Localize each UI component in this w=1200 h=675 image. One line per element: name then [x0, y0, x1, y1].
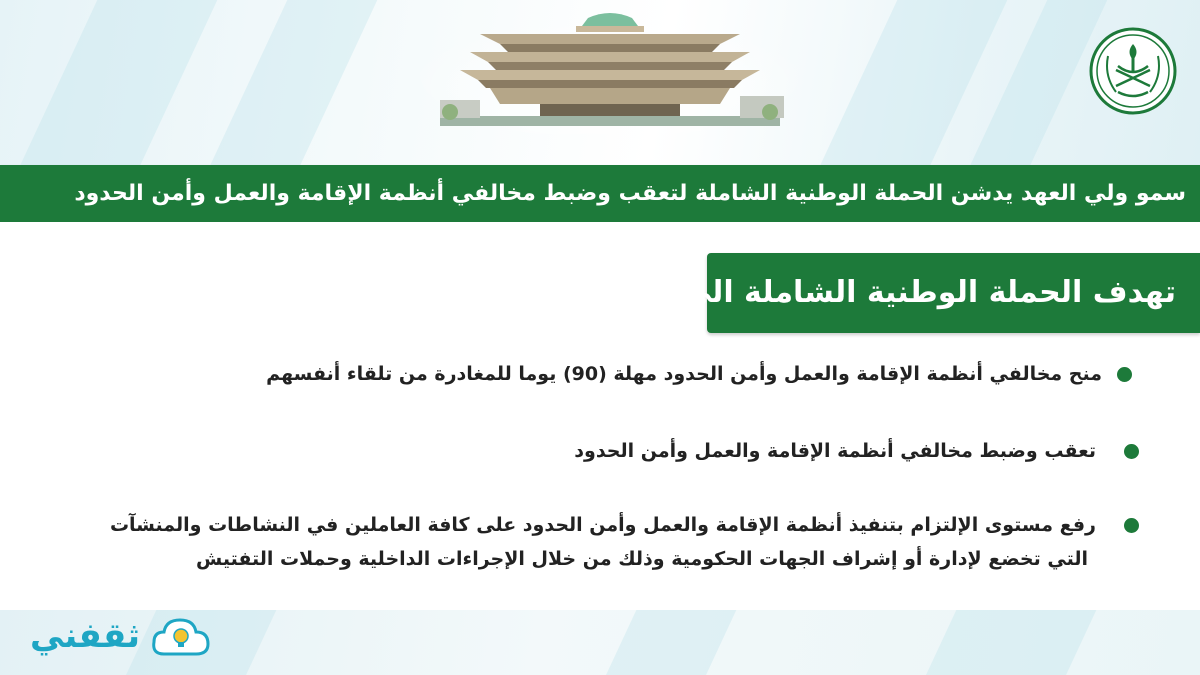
headline-bar	[0, 165, 1200, 222]
bullet-text: تعقب وضبط مخالفي أنظمة الإقامة والعمل وأمن الحدود	[574, 440, 1096, 462]
bullet-dot	[1124, 518, 1139, 533]
bullet-item	[266, 357, 1102, 391]
bullet-item	[574, 434, 1096, 468]
bullet-dot	[1117, 367, 1132, 382]
headline-title: سمو ولي العهد يدشن الحملة الوطنية الشاملة لتعقب وضبط مخالفي أنظمة الإقامة والعمل وأمن الحدود	[74, 181, 1186, 206]
header-banner	[0, 0, 1200, 165]
goals-heading: تهدف الحملة الوطنية الشاملة الى	[681, 275, 1176, 310]
goals-heading-box	[681, 253, 1200, 333]
bullet-text-line: التي تخضع لإدارة أو إشراف الجهات الحكومية وذلك من خلال الإجراءات الداخلية وحملات التفتيش	[195, 548, 1088, 570]
site-watermark	[10, 608, 210, 666]
bullet-item	[110, 508, 1096, 576]
saudi-emblem-icon	[1088, 26, 1178, 116]
bullet-dot	[1124, 444, 1139, 459]
bullet-text: منح مخالفي أنظمة الإقامة والعمل وأمن الحدود مهلة (90) يوما للمغادرة من تلقاء أنفسهم	[266, 363, 1102, 385]
bullet-text-line: رفع مستوى الإلتزام بتنفيذ أنظمة الإقامة والعمل وأمن الحدود على كافة العاملين في النشاطات والمنشآت	[109, 514, 1096, 536]
watermark-text: ثقفني	[30, 616, 140, 656]
ministry-building-image	[420, 4, 800, 134]
lightbulb-cloud-icon	[150, 614, 212, 664]
